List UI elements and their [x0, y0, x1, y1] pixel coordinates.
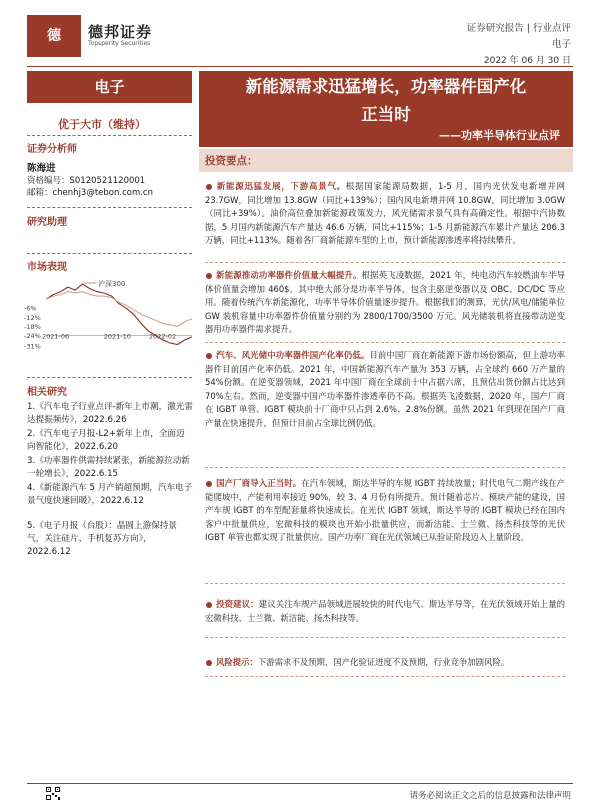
- related-item[interactable]: 1.《汽车电子行业点评-新年上市潮，激光雷达提振频传》，2022.6.26: [27, 402, 193, 425]
- key-point-lead: 风险提示：: [216, 657, 258, 667]
- y-tick-label: -31%: [24, 342, 41, 351]
- key-point-lead: 汽车、风光储中功率器件国产化率仍低。: [216, 350, 370, 360]
- key-point-lead: 国产厂商导入正当时。: [216, 478, 302, 488]
- sector-banner: [27, 71, 192, 103]
- key-point: [205, 269, 565, 337]
- brand-name-en: Topsperity Securities: [88, 40, 151, 47]
- x-tick-label: 2021-10: [103, 332, 131, 341]
- related-item[interactable]: 4.《新能源汽车 5 月产销超预期，汽车电子景气度快速回暖》，2022.6.12: [27, 483, 193, 506]
- bullet-icon: [205, 659, 213, 667]
- section-divider: [205, 583, 565, 584]
- analyst-name: 陈海进: [27, 163, 56, 174]
- section-divider: [205, 262, 565, 263]
- rating: 优于大市（维持）: [58, 118, 146, 131]
- risk-warning: [205, 656, 565, 670]
- sector-label: 电子: [94, 78, 125, 96]
- bullet-icon: [205, 352, 213, 360]
- report-date: 2022 年 06 月 30 日: [483, 56, 571, 66]
- report-title-cont: 正当时: [361, 105, 411, 124]
- y-tick-label: -12%: [24, 313, 41, 322]
- related-item[interactable]: 5.《电子月报（台股）：晶圆上游保持景气，关注硅片、手机复苏方向》，2022.6.12: [27, 521, 177, 557]
- related-item[interactable]: 3.《功率器件供需持续紧张，新能源拉动新一轮增长》，2022.6.15: [27, 456, 190, 479]
- bullet-icon: [205, 480, 213, 488]
- key-point-text: 目前中国厂商在新能源下游市场份额高，但上游功率器件目前国产化率仍低。2021 年，中国新能源汽车产量为 353 万辆，占全球约 660 万产量的 54%份额。在逆变器领域，2021 年中国厂商在全球前十中占据六席，且预估出货份额占比达到 70%左右。然而，逆变器中国产功率器件渗透率仍不高。根据英飞凌数据，2020 年，国产厂商在 IGBT 单管、IGBT 模块前十厂商中只占到 2.6%、2.8%份额。虽然 2021 年到现在国产厂商产量在快速提升，但预计目前占全球比例仍低。: [205, 350, 566, 428]
- analyst-license: 资格编号：S0120521120001: [27, 176, 146, 186]
- key-point: [205, 180, 565, 248]
- sidebar-divider: [27, 135, 192, 136]
- related-item[interactable]: 2.《汽车电子月报-L2+新年上市，全面迈向智能化》，2022.6.20: [27, 429, 185, 452]
- assistant-heading: 研究助理: [27, 217, 67, 228]
- footer-divider: [27, 783, 573, 784]
- y-tick-label: -18%: [24, 322, 41, 331]
- key-point-lead: 新能源推动功率器件价值量大幅提升。: [216, 270, 362, 280]
- sidebar-divider: [27, 377, 192, 378]
- bullet-icon: [205, 183, 213, 191]
- key-point: [205, 349, 565, 430]
- report-type: 证券研究报告 | 行业点评: [466, 23, 571, 34]
- footer-disclaimer: 请务必阅读正文之后的信息披露和法律声明: [409, 791, 571, 801]
- key-point: [205, 477, 565, 545]
- market-heading: 市场表现: [27, 262, 67, 273]
- key-point-text: 根据英飞凌数据，2021 年，纯电动汽车较燃油车半导体价值量会增加 460$，其中绝大部分是功率半导体，包含主驱逆变器以及 OBC、DC/DC 等应用。随着传统汽车新能源化，功率半导体价值量逐步提升。根据我们的测算，光伏/风电/储能单位 GW 装机容量中功率器件价值量分别约为 2800/1700/3500 万元。风光储装机将直接带动逆变器用功率器件需求提升。: [205, 270, 565, 334]
- y-tick-label: -24%: [24, 331, 41, 340]
- section-divider: [205, 342, 565, 343]
- market-performance-chart: [24, 272, 194, 362]
- report-title: 新能源需求迅猛增长，功率器件国产化: [245, 77, 527, 96]
- brand-name: 德邦证券: [88, 23, 153, 41]
- key-point-text: 下游需求不及预期，国产化验证进度不及预期，行业竞争加剧风险。: [257, 657, 510, 667]
- sidebar-divider: [27, 253, 192, 254]
- section-divider: [205, 637, 565, 638]
- key-point-text: 根据国家能源局数据，1-5 月，国内光伏发电新增并网 23.7GW，同比增加 13.8GW（同比+139%）；国内风电新增并网 10.8GW，同比增加 3.0GW（同比+39%）。油价高位叠加新能源政策发力，风光储需求景气具有高确定性。根据中汽协数据，5 月国内新能源汽车产量达 46.6 万辆，同比+115%；1-5 月新能源汽车累计产量达 206.3 万辆，同比+113%。随着各厂商新能源车型的上市，预计新能源渗透率将持续攀升。: [205, 181, 566, 245]
- company-logo: [27, 15, 81, 57]
- analyst-heading: 证券分析师: [27, 144, 77, 155]
- key-point-lead: 新能源迅猛发展，下游高景气。: [216, 181, 346, 191]
- x-tick-label: 2021-06: [42, 332, 70, 341]
- key-point-text: 在汽车领域，斯达半导的车规 IGBT 持续放量；时代电气二期产线在产能爬坡中，产能利用率接近 90%，较 3、4 月份有所提升。预计随着芯片、模块产能的建设，国产车规 IGBT 的车型配套量将快速成长。在光伏 IGBT 领域，斯达半导的 IGBT 模块已经在国内客户中批量供应，宏微科技的模块也开始小批量供应，而新洁能、士兰微、扬杰科技等的光伏 IGBT 单管也都实现了批量供应。国产功率厂商在光伏领域已从验证阶段迈入上量阶段。: [205, 478, 565, 542]
- x-tick-label: 2022-02: [148, 332, 177, 341]
- report-sector: 电子: [551, 39, 571, 50]
- key-points-heading: 投资要点：: [205, 155, 258, 167]
- section-divider: [205, 467, 565, 468]
- logo-glyph: 德: [47, 28, 61, 44]
- header-divider: [27, 66, 573, 67]
- bullet-icon: [205, 272, 213, 280]
- section-divider: [205, 676, 565, 677]
- series-line-csi300: [46, 292, 192, 327]
- bullet-icon: [205, 601, 213, 609]
- y-tick-label: -6%: [24, 304, 37, 313]
- related-heading: 相关研究: [27, 387, 67, 398]
- report-subtitle: ——功率半导体行业点评: [439, 129, 560, 142]
- sidebar-divider: [27, 207, 192, 208]
- legend-label: 沪深300: [98, 280, 126, 288]
- analyst-email: 邮箱：chenhj3@tebon.com.cn: [27, 188, 153, 198]
- key-point-lead: 投资建议：: [216, 599, 259, 609]
- key-point-text: 建议关注车规产品领域进展较快的时代电气、斯达半导等，在光伏领域开始上量的宏微科技、士兰微、新洁能、扬杰科技等。: [205, 599, 566, 623]
- key-point: [205, 598, 565, 625]
- qr-code-icon: [46, 787, 60, 800]
